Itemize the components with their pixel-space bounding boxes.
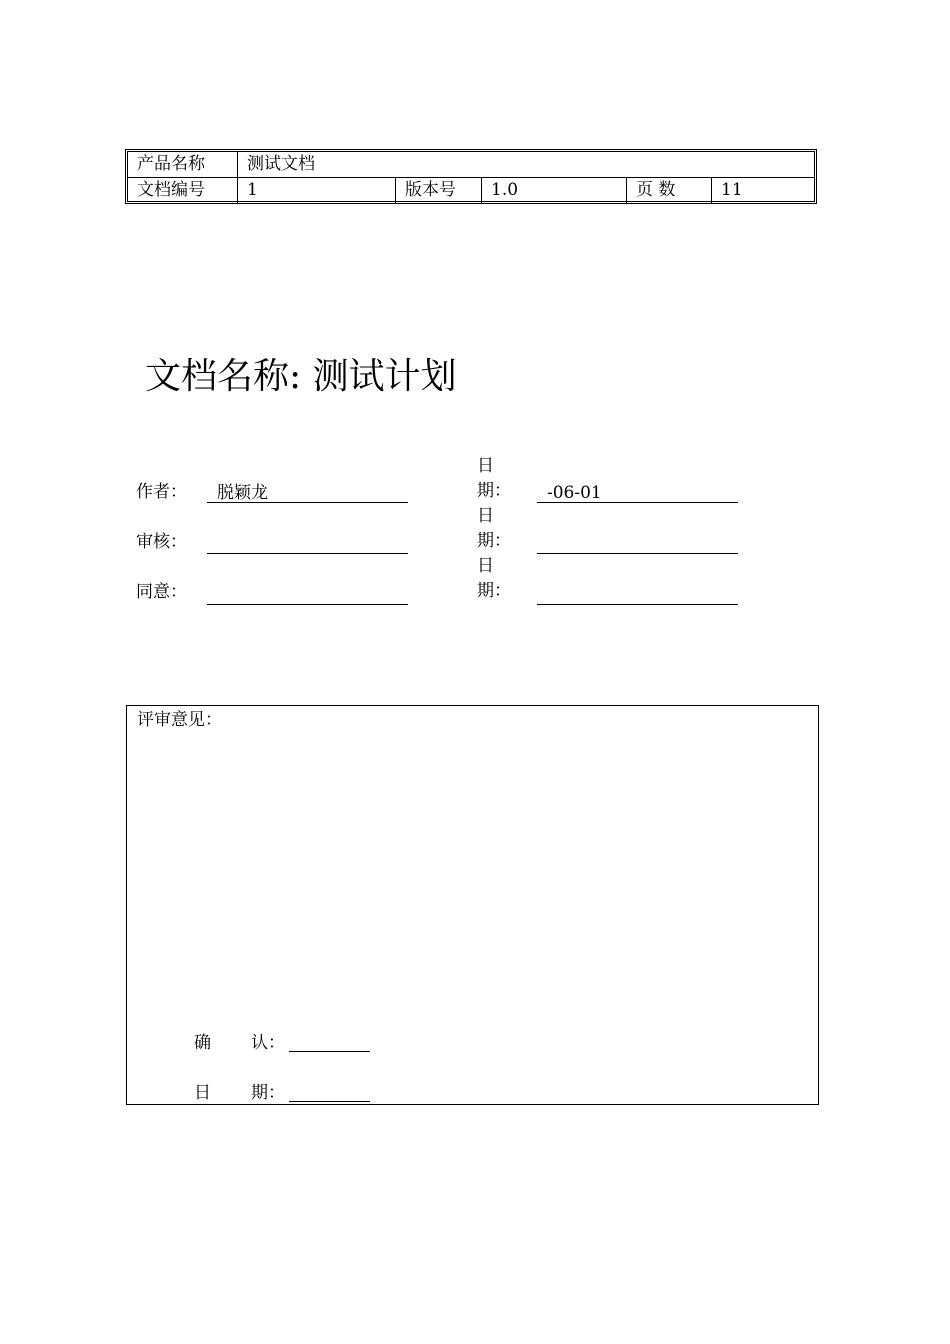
author-date-field: -06-01 [537,483,738,503]
page-count-value: 11 [721,180,743,200]
author-label: 作者： [136,482,187,502]
review-comments-title: 评审意见： [137,710,222,730]
document-title: 文档名称: 测试计划 [145,356,457,397]
date-label-bottom: 期： [477,481,511,501]
table-row [128,152,814,178]
table-row [128,178,814,203]
reviewer-date-field [537,534,738,554]
doc-number-label: 文档编号 [137,180,205,200]
version-label: 版本号 [405,180,456,200]
date-label-bottom: 期： [477,531,511,551]
page-count-label: 页 数 [636,180,676,200]
document-info-table [125,149,817,204]
product-name-value: 测试文档 [247,154,315,174]
reviewer-field [207,534,408,554]
approver-label: 同意： [136,582,187,602]
confirm-label-left: 确 [194,1033,211,1053]
date-label-bottom: 期： [477,581,511,601]
review-comments-box [126,705,819,1105]
confirm-signature-line [289,1050,370,1052]
product-name-label: 产品名称 [137,154,205,174]
doc-number-value: 1 [247,180,258,200]
date-label-top: 日 [477,456,494,476]
review-date-label-right: 期： [251,1083,285,1103]
author-field: 脱颖龙 [207,483,408,503]
date-label-top: 日 [477,506,494,526]
date-label-top: 日 [477,556,494,576]
approver-date-field [537,585,738,605]
version-value: 1.0 [491,180,519,200]
confirm-label-right: 认： [251,1033,285,1053]
approver-field [207,585,408,605]
reviewer-label: 审核： [136,532,187,552]
review-date-label-left: 日 [194,1083,211,1103]
review-date-line [289,1100,370,1102]
